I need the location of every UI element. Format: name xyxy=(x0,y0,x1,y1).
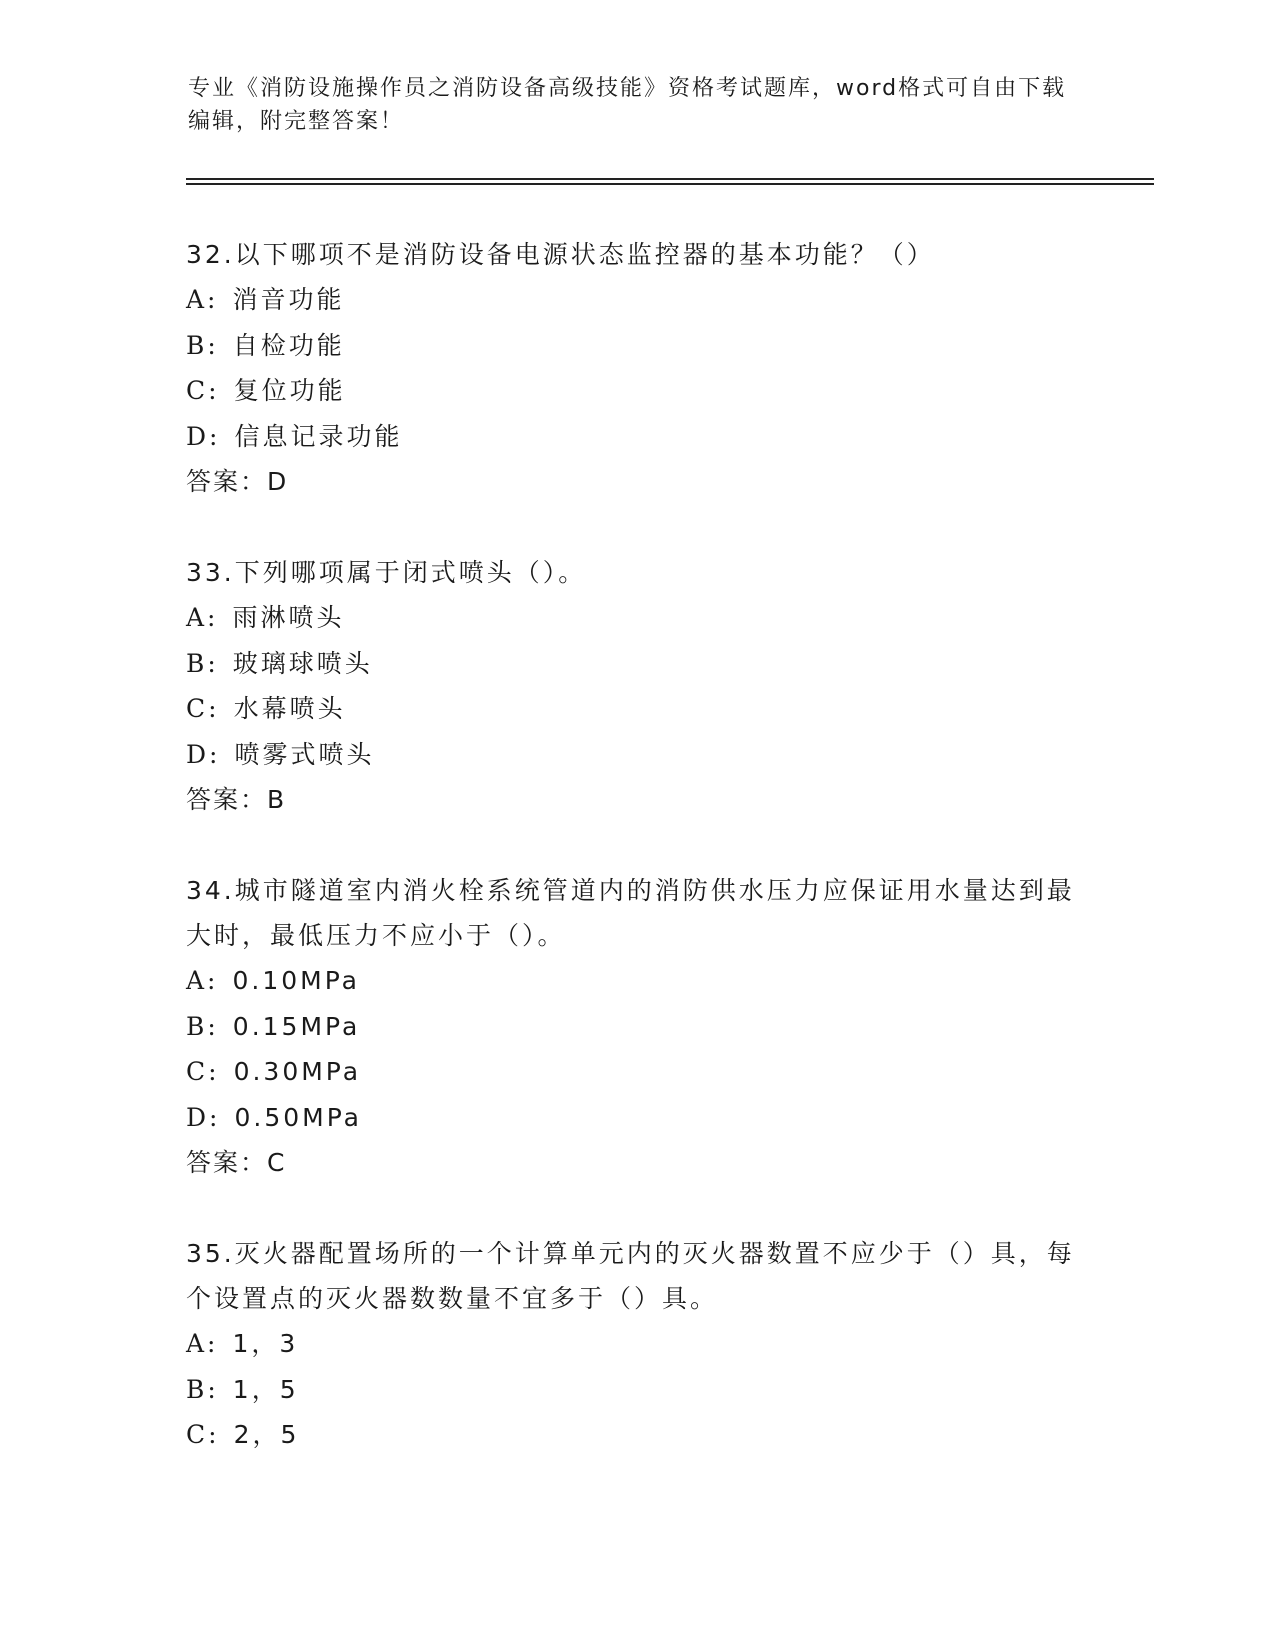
option-b xyxy=(186,641,1086,687)
option-text: 信息记录功能 xyxy=(234,421,403,451)
question-33 xyxy=(186,550,1086,822)
question-stem: 32.以下哪项不是消防设备电源状态监控器的基本功能？（） xyxy=(186,240,935,269)
question-stem: 34.城市隧道室内消火栓系统管道内的消防供水压力应保证用水量达到最大时，最低压力不应小于（）。 xyxy=(186,876,1075,950)
option-letter: C: xyxy=(186,376,220,405)
option-letter: D: xyxy=(186,1102,221,1132)
option-letter: B: xyxy=(186,648,219,678)
question-stem: 35.灭火器配置场所的一个计算单元内的灭火器数置不应少于（）具，每个设置点的灭火器数数量不宜多于（）具。 xyxy=(186,1239,1075,1313)
option-text: 2，5 xyxy=(233,1420,300,1449)
option-text: 水幕喷头 xyxy=(233,694,346,723)
option-letter: B: xyxy=(186,1374,219,1404)
option-text: 0.15MPa xyxy=(232,1011,361,1041)
question-stem: 33.下列哪项属于闭式喷头（）。 xyxy=(186,558,587,587)
option-text: 喷雾式喷头 xyxy=(234,739,375,769)
answer-label: 答案： xyxy=(186,467,268,496)
header-rule-top xyxy=(186,178,1154,180)
option-text: 0.10MPa xyxy=(232,966,360,995)
option-text: 1，5 xyxy=(232,1374,299,1404)
answer-value: D xyxy=(267,467,289,496)
option-c xyxy=(186,1049,1086,1095)
document-header-text: 专业《消防设施操作员之消防设备高级技能》资格考试题库，word格式可自由下载编辑，附完整答案！ xyxy=(188,76,1067,134)
option-text: 玻璃球喷头 xyxy=(232,648,373,678)
answer-line xyxy=(186,777,1086,822)
question-34 xyxy=(186,868,1086,1185)
option-text: 1，3 xyxy=(232,1329,299,1358)
option-c xyxy=(186,368,1086,414)
answer-value: C xyxy=(267,1148,287,1177)
question-32 xyxy=(186,232,1086,504)
option-letter: B: xyxy=(186,1011,219,1041)
option-a xyxy=(186,958,1086,1004)
option-letter: A: xyxy=(186,1329,219,1358)
option-text: 自检功能 xyxy=(232,330,345,360)
answer-value: B xyxy=(267,785,287,814)
option-letter: A: xyxy=(186,285,219,314)
header-rule-bottom xyxy=(186,183,1154,185)
option-letter: C: xyxy=(186,694,220,723)
option-c xyxy=(186,686,1086,732)
answer-line xyxy=(186,1140,1086,1185)
option-d xyxy=(186,414,1086,460)
option-b xyxy=(186,1367,1086,1413)
option-text: 复位功能 xyxy=(233,376,346,405)
answer-label: 答案： xyxy=(186,1148,268,1177)
answer-label: 答案： xyxy=(186,785,268,814)
option-letter: A: xyxy=(186,966,219,995)
option-a xyxy=(186,277,1086,323)
option-letter: B: xyxy=(186,330,219,360)
option-letter: D: xyxy=(186,421,221,451)
option-text: 0.50MPa xyxy=(234,1102,362,1132)
option-text: 0.30MPa xyxy=(233,1057,362,1086)
option-b xyxy=(186,1004,1086,1050)
question-list xyxy=(186,232,1086,1504)
question-35 xyxy=(186,1231,1086,1458)
answer-line xyxy=(186,459,1086,504)
option-letter: C: xyxy=(186,1420,220,1449)
option-b xyxy=(186,323,1086,369)
option-letter: C: xyxy=(186,1057,220,1086)
option-a xyxy=(186,1321,1086,1367)
option-d xyxy=(186,732,1086,778)
option-d xyxy=(186,1095,1086,1141)
option-letter: D: xyxy=(186,739,221,769)
option-c xyxy=(186,1412,1086,1458)
option-text: 雨淋喷头 xyxy=(232,603,345,632)
option-a xyxy=(186,595,1086,641)
option-text: 消音功能 xyxy=(232,285,345,314)
option-letter: A: xyxy=(186,603,219,632)
